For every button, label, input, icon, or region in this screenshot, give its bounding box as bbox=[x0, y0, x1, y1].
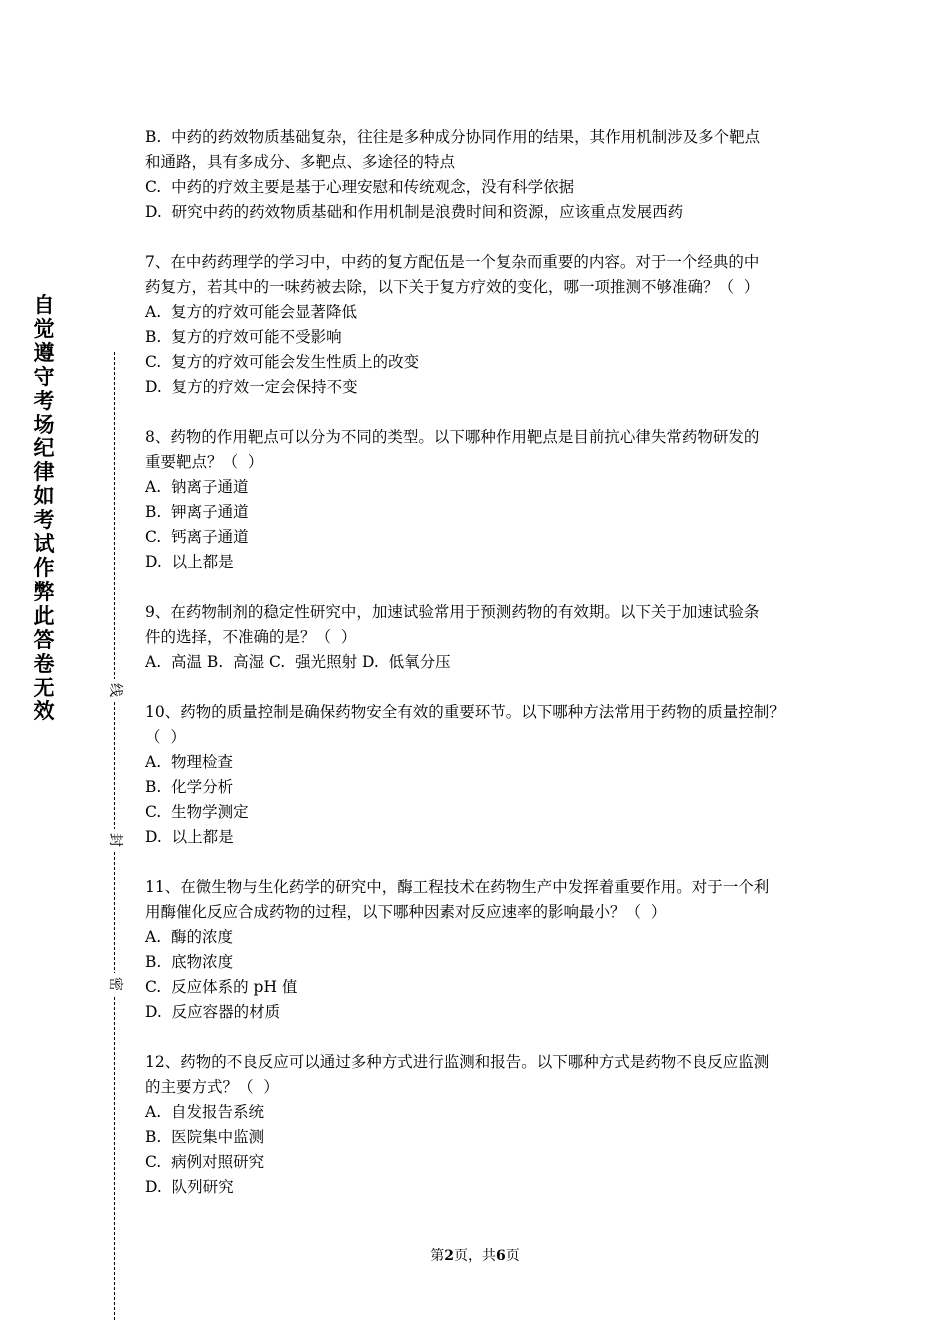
question-11 bbox=[145, 875, 817, 1025]
total-page-count: 6 bbox=[496, 1248, 506, 1264]
options-inline: A. 高温 B. 高湿 C. 强光照射 D. 低氧分压 bbox=[145, 653, 451, 671]
footer-middle: 页，共 bbox=[454, 1248, 496, 1264]
option-line: B. 中药的药效物质基础复杂，往往是多种成分协同作用的结果，其作用机制涉及多个靶点 bbox=[145, 128, 761, 146]
question-stem: 12、药物的不良反应可以通过多种方式进行监测和报告。以下哪种方式是药物不良反应监测 bbox=[145, 1053, 770, 1071]
footer-suffix: 页 bbox=[505, 1248, 520, 1264]
question-stem: （ ） bbox=[145, 728, 186, 746]
option-d: D. 复方的疗效一定会保持不变 bbox=[145, 378, 358, 396]
page-footer bbox=[0, 1246, 950, 1266]
option-b: B. 复方的疗效可能不受影响 bbox=[145, 328, 342, 346]
option-d: D. 队列研究 bbox=[145, 1178, 234, 1196]
question-content bbox=[145, 125, 817, 1200]
option-c: C. 钙离子通道 bbox=[145, 528, 249, 546]
question-stem: 药复方，若其中的一味药被去除，以下关于复方疗效的变化，哪一项推测不够准确？（ ） bbox=[145, 278, 760, 296]
option-b: B. 底物浓度 bbox=[145, 953, 234, 971]
option-d: D. 反应容器的材质 bbox=[145, 1003, 281, 1021]
question-stem: 11、在微生物与生化药学的研究中，酶工程技术在药物生产中发挥着重要作用。对于一个利 bbox=[145, 878, 770, 896]
footer-prefix: 第 bbox=[430, 1248, 445, 1264]
option-b: B. 化学分析 bbox=[145, 778, 234, 796]
option-d: D. 以上都是 bbox=[145, 553, 234, 571]
question-7 bbox=[145, 250, 817, 400]
binding-label-secret: 密 bbox=[104, 973, 126, 995]
option-d: D. 以上都是 bbox=[145, 828, 234, 846]
option-line: 和通路，具有多成分、多靶点、多途径的特点 bbox=[145, 153, 456, 171]
question-9 bbox=[145, 600, 817, 675]
option-c: C. 复方的疗效可能会发生性质上的改变 bbox=[145, 353, 420, 371]
option-c: C. 反应体系的 pH 值 bbox=[145, 978, 298, 996]
question-stem: 件的选择，不准确的是？（ ） bbox=[145, 628, 357, 646]
binding-label-seal: 封 bbox=[104, 829, 126, 851]
question-stem: 8、药物的作用靶点可以分为不同的类型。以下哪种作用靶点是目前抗心律失常药物研发的 bbox=[145, 428, 760, 446]
option-a: A. 复方的疗效可能会显著降低 bbox=[145, 303, 357, 321]
option-a: A. 物理检查 bbox=[145, 753, 233, 771]
question-8 bbox=[145, 425, 817, 575]
binding-label-line: 线 bbox=[104, 679, 126, 701]
option-a: A. 自发报告系统 bbox=[145, 1103, 264, 1121]
question-6-remaining-options bbox=[145, 125, 817, 225]
question-stem: 10、药物的质量控制是确保药物安全有效的重要环节。以下哪种方法常用于药物的质量控制？ bbox=[145, 703, 785, 721]
current-page-number: 2 bbox=[444, 1248, 454, 1264]
question-12 bbox=[145, 1050, 817, 1200]
option-line: C. 中药的疗效主要是基于心理安慰和传统观念，没有科学依据 bbox=[145, 178, 575, 196]
option-c: C. 生物学测定 bbox=[145, 803, 249, 821]
question-stem: 的主要方式？（ ） bbox=[145, 1078, 279, 1096]
option-a: A. 钠离子通道 bbox=[145, 478, 249, 496]
question-stem: 7、在中药药理学的学习中，中药的复方配伍是一个复杂而重要的内容。对于一个经典的中 bbox=[145, 253, 760, 271]
question-stem: 用酶催化反应合成药物的过程，以下哪种因素对反应速率的影响最小？（ ） bbox=[145, 903, 667, 921]
option-line: D. 研究中药的药效物质基础和作用机制是浪费时间和资源，应该重点发展西药 bbox=[145, 203, 684, 221]
option-c: C. 病例对照研究 bbox=[145, 1153, 265, 1171]
question-stem: 9、在药物制剂的稳定性研究中，加速试验常用于预测药物的有效期。以下关于加速试验条 bbox=[145, 603, 760, 621]
question-stem: 重要靶点？（ ） bbox=[145, 453, 264, 471]
option-a: A. 酶的浓度 bbox=[145, 928, 233, 946]
option-b: B. 钾离子通道 bbox=[145, 503, 249, 521]
question-10 bbox=[145, 700, 817, 850]
option-b: B. 医院集中监测 bbox=[145, 1128, 265, 1146]
exam-discipline-notice: 自觉遵守考场纪律如考试作弊此答卷无效 bbox=[33, 293, 55, 724]
